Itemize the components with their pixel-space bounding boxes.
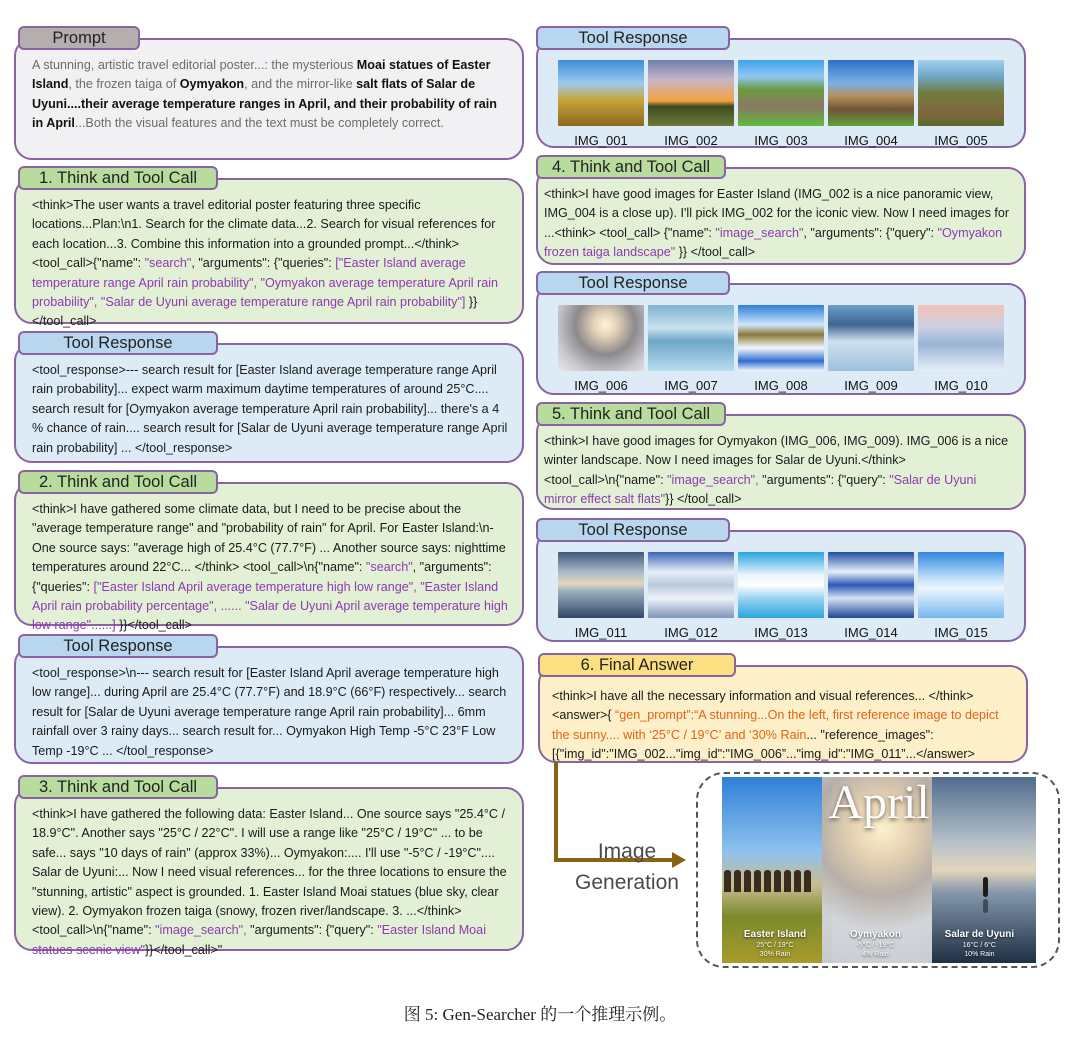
poster-column-oymyakon (850, 929, 901, 959)
text-segment: }}</tool_call> (115, 618, 192, 633)
walking-person-reflection-icon (983, 899, 988, 913)
step-5-title: 5. Think and Tool Call (536, 402, 726, 426)
step-3-body (14, 787, 524, 957)
image-response-1-card (536, 26, 1026, 148)
image-result[interactable] (558, 305, 644, 395)
image-thumbnail[interactable] (558, 60, 644, 126)
text-segment: ...Both the visual features and the text must be completely correct. (74, 116, 444, 131)
step-1-think-tool-call-card (14, 166, 524, 329)
image-response-1-title: Tool Response (536, 26, 730, 50)
image-response-2-title: Tool Response (536, 271, 730, 295)
image-generation-label-line2: Generation (575, 871, 679, 894)
text-segment: "arguments": {"query": (758, 472, 890, 487)
text-segment: salt flats of Salar de Uyuni....their average temperature ranges in April, and their probability of rain in April (32, 77, 497, 131)
image-id-label: IMG_005 (934, 133, 988, 148)
image-id-label: IMG_002 (664, 133, 718, 148)
text-segment: }} </tool_call> (675, 245, 756, 260)
image-result[interactable] (648, 305, 734, 395)
image-id-label: IMG_001 (574, 133, 628, 148)
poster-location-columns (722, 929, 1036, 959)
image-response-1-body (536, 38, 1026, 148)
image-row (558, 60, 1004, 150)
poster-title: April (828, 777, 930, 829)
text-segment: "image_search", (667, 472, 759, 487)
image-id-label: IMG_013 (754, 625, 808, 640)
image-thumbnail[interactable] (828, 305, 914, 371)
poster-column-salar-de-uyuni (945, 929, 1014, 959)
image-result[interactable] (828, 305, 914, 395)
text-segment: , the frozen taiga of (68, 77, 180, 92)
image-response-2-card (536, 271, 1026, 395)
step-2-body (14, 482, 524, 633)
image-id-label: IMG_011 (574, 625, 628, 640)
text-segment: "image_search" (715, 225, 804, 240)
image-result[interactable] (648, 60, 734, 150)
step-5-body (536, 414, 1026, 510)
text-segment: }} </tool_call> (665, 492, 742, 507)
image-generation-label (562, 836, 692, 898)
image-id-label: IMG_009 (844, 378, 898, 393)
tool-response-1-body (14, 343, 524, 463)
prompt-card (14, 26, 524, 160)
image-thumbnail[interactable] (558, 305, 644, 371)
text-segment: A stunning, artistic travel editorial poster...: the mysterious (32, 58, 357, 72)
connector-line-vertical (554, 762, 558, 862)
tool-response-2-title: Tool Response (18, 634, 218, 658)
image-thumbnail[interactable] (918, 305, 1004, 371)
text-segment: "search" (365, 560, 413, 575)
final-answer-body (538, 665, 1028, 763)
moai-statues-icon (724, 870, 811, 892)
image-thumbnail[interactable] (738, 60, 824, 126)
image-id-label: IMG_012 (664, 625, 718, 640)
image-id-label: IMG_008 (754, 378, 808, 393)
image-response-3-card (536, 518, 1026, 642)
text-segment: "search" (144, 256, 192, 271)
text-segment: Oymyakon (179, 77, 245, 92)
image-result[interactable] (918, 60, 1004, 150)
text-segment: "arguments": {"query": (246, 923, 378, 938)
image-thumbnail[interactable] (738, 552, 824, 618)
image-id-label: IMG_004 (844, 133, 898, 148)
text-segment: <think>I have good images for Easter Island (IMG_002 is a nice panoramic view, IMG_004 is a close up). I'll pick IMG_002 for the iconic view. Now I need images for ...<think> <tool_call> {"name": (544, 187, 1010, 240)
step-5-think-tool-call-card (536, 402, 1026, 510)
text-segment: <think>The user wants a travel editorial poster featuring three specific locations...Plan:\n1. Search for the climate data...2. Search for visual references for each location...3. Combine this information into a grounded prompt...</think> <tool_call>{"name": (32, 198, 496, 271)
step-4-title: 4. Think and Tool Call (536, 155, 726, 179)
image-result[interactable] (738, 60, 824, 150)
image-response-3-title: Tool Response (536, 518, 730, 542)
tool-response-2-card (14, 634, 524, 764)
step-2-title: 2. Think and Tool Call (18, 470, 218, 494)
image-thumbnail[interactable] (828, 552, 914, 618)
text-segment: ... "reference_images": [{"img_id":"IMG_002..."img_id":"IMG_006”..."img_id":"IMG_011”...</answer> (552, 727, 975, 762)
text-segment: “gen_prompt”:“A stunning...On the left, first reference image to depict the sunny.... with ‘25°C / 19°C’ and ‘30% Rain (552, 708, 999, 742)
image-result[interactable] (828, 60, 914, 150)
image-result[interactable] (648, 552, 734, 642)
image-id-label: IMG_007 (664, 378, 718, 393)
poster-temperature: 16°C / 6°C (962, 942, 996, 949)
poster-temperature: -5°C / -19°C (856, 942, 895, 949)
text-segment: <think>I have gathered some climate data, but I need to be precise about the "average temperature range" and "probability of rain" for April. For Easter Island:\n- One source says: "average high of 25.4°C (77.7°F) ... Another source says: nighttime temperatures around 22°C... </think> <tool_call>\n{"name": (32, 502, 506, 575)
image-result[interactable] (558, 60, 644, 150)
poster-location-name: Easter Island (743, 929, 807, 940)
image-thumbnail[interactable] (918, 552, 1004, 618)
image-thumbnail[interactable] (648, 305, 734, 371)
text-segment: ["Easter Island average temperature range April rain probability", "Oymyakon average temperature April rain probability", "Salar de Uyuni average temperature range April rain probability"] (32, 256, 499, 310)
poster-temperature: 25°C / 19°C (756, 942, 794, 949)
poster-column-easter-island (744, 929, 806, 959)
image-result[interactable] (918, 305, 1004, 395)
text-segment: Moai statues of Easter Island (32, 58, 491, 92)
image-result[interactable] (828, 552, 914, 642)
step-2-think-tool-call-card (14, 470, 524, 633)
text-segment: <think>I have gathered the following data: Easter Island... One source says "25.4°C / 18.9°C". Another says "25°C / 22°C". I will use a range like "25°C / 19°C" ... to be safe... says "10 days of rain" (approx 33%)... Oymyakon:.... I'll use "-5°C / -19°C".... Salar de Uyuni:... Now I need visual references... for the three locations to ensure the "stunning, artistic" aspect is grounded. 1. Easter Island Moai statues (blue sky, clear view). 2. Oymyakon frozen taiga (snowy, frozen river/landscape. 3. ...</think> <tool_call>\n{"name": (32, 807, 507, 938)
image-thumbnail[interactable] (558, 552, 644, 618)
text-segment: , and the mirror-like (244, 77, 357, 92)
text-segment: "Salar de Uyuni mirror effect salt flats" (544, 472, 977, 507)
step-1-body (14, 178, 524, 329)
text-segment: <think>I have all the necessary information and visual references... </think> <answer>{ (552, 689, 974, 723)
final-answer-card (538, 653, 1028, 763)
image-response-3-body (536, 530, 1026, 642)
tool-response-2-body (14, 646, 524, 764)
figure-caption: 图 5: Gen-Searcher 的一个推理示例。 (403, 1005, 677, 1024)
poster-rain: 4% Rain (862, 951, 889, 958)
image-thumbnail[interactable] (918, 60, 1004, 126)
generated-poster-image (722, 777, 1036, 963)
image-response-2-body (536, 283, 1026, 395)
prompt-card-title: Prompt (18, 26, 140, 50)
image-row (558, 552, 1004, 642)
image-result[interactable] (738, 552, 824, 642)
poster-rain: 30% Rain (759, 951, 791, 958)
walking-person-icon (983, 877, 988, 897)
text-segment: <tool_response>\n--- search result for [Easter Island April average temperature high low range]... during April are 25.4°C (77.7°F) and 18.9°C (66°F) respectively... search result for [Salar de Uyuni average temperature range April rain probability]... 6mm rainfall over 3 rainy days... search result for... Oymyakon High Temp -5°C 23°F Low Temp -19°C ... </tool_response> (32, 666, 507, 758)
image-id-label: IMG_010 (934, 378, 988, 393)
text-segment: , "arguments": {"queries": (191, 256, 336, 271)
text-segment: "Oymyakon frozen taiga landscape" (544, 225, 1003, 260)
image-thumbnail[interactable] (828, 60, 914, 126)
final-answer-title: 6. Final Answer (538, 653, 736, 677)
text-segment: , "arguments": {"queries": (32, 560, 492, 594)
text-segment: <think>I have good images for Oymyakon (IMG_006, IMG_009). IMG_006 is a nice winter landscape. Now I need images for Salar de Uyuni.</think> <tool_call>\n{"name": (544, 434, 1009, 487)
image-result[interactable] (918, 552, 1004, 642)
image-thumbnail[interactable] (648, 552, 734, 618)
step-4-body (536, 167, 1026, 265)
text-segment: }}</tool_call>" (144, 942, 223, 957)
image-id-label: IMG_014 (844, 625, 898, 640)
image-thumbnail[interactable] (738, 305, 824, 371)
text-segment: "image_search", (155, 923, 247, 938)
poster-rain: 10% Rain (964, 951, 995, 958)
image-id-label: IMG_015 (934, 625, 988, 640)
step-3-title: 3. Think and Tool Call (18, 775, 218, 799)
text-segment: "Easter Island Moai statues scenic view" (32, 923, 486, 957)
step-4-think-tool-call-card (536, 155, 1026, 265)
image-result[interactable] (558, 552, 644, 642)
image-id-label: IMG_006 (574, 378, 628, 393)
tool-response-1-card (14, 331, 524, 463)
image-id-label: IMG_003 (754, 133, 808, 148)
poster-location-name: Salar de Uyuni (944, 929, 1015, 940)
tool-response-1-title: Tool Response (18, 331, 218, 355)
text-segment: }}</tool_call> (32, 295, 478, 329)
image-result[interactable] (738, 305, 824, 395)
image-thumbnail[interactable] (648, 60, 734, 126)
poster-location-name: Oymyakon (849, 929, 901, 940)
text-segment: <tool_response>--- search result for [Easter Island average temperature range April rain probability]... expect warm maximum daytime temperatures of around 25°C.... search result for [Oymyakon average temperature April rain probability]... there's a 4 % chance of rain.... search result for [Salar de Uyuni average temperature range April rain probability] ... </tool_response> (32, 363, 508, 455)
image-row (558, 305, 1004, 395)
image-generation-label-line1: Image (597, 840, 657, 863)
step-3-think-tool-call-card (14, 775, 524, 957)
prompt-card-body (14, 38, 524, 160)
text-segment: ["Easter Island April average temperature high low range", "Easter Island April rain probability percentage", ...... "Salar de Uyuni April average temperature high low range"......] (32, 579, 508, 633)
step-1-title: 1. Think and Tool Call (18, 166, 218, 190)
text-segment: , "arguments": {"query": (803, 225, 938, 240)
